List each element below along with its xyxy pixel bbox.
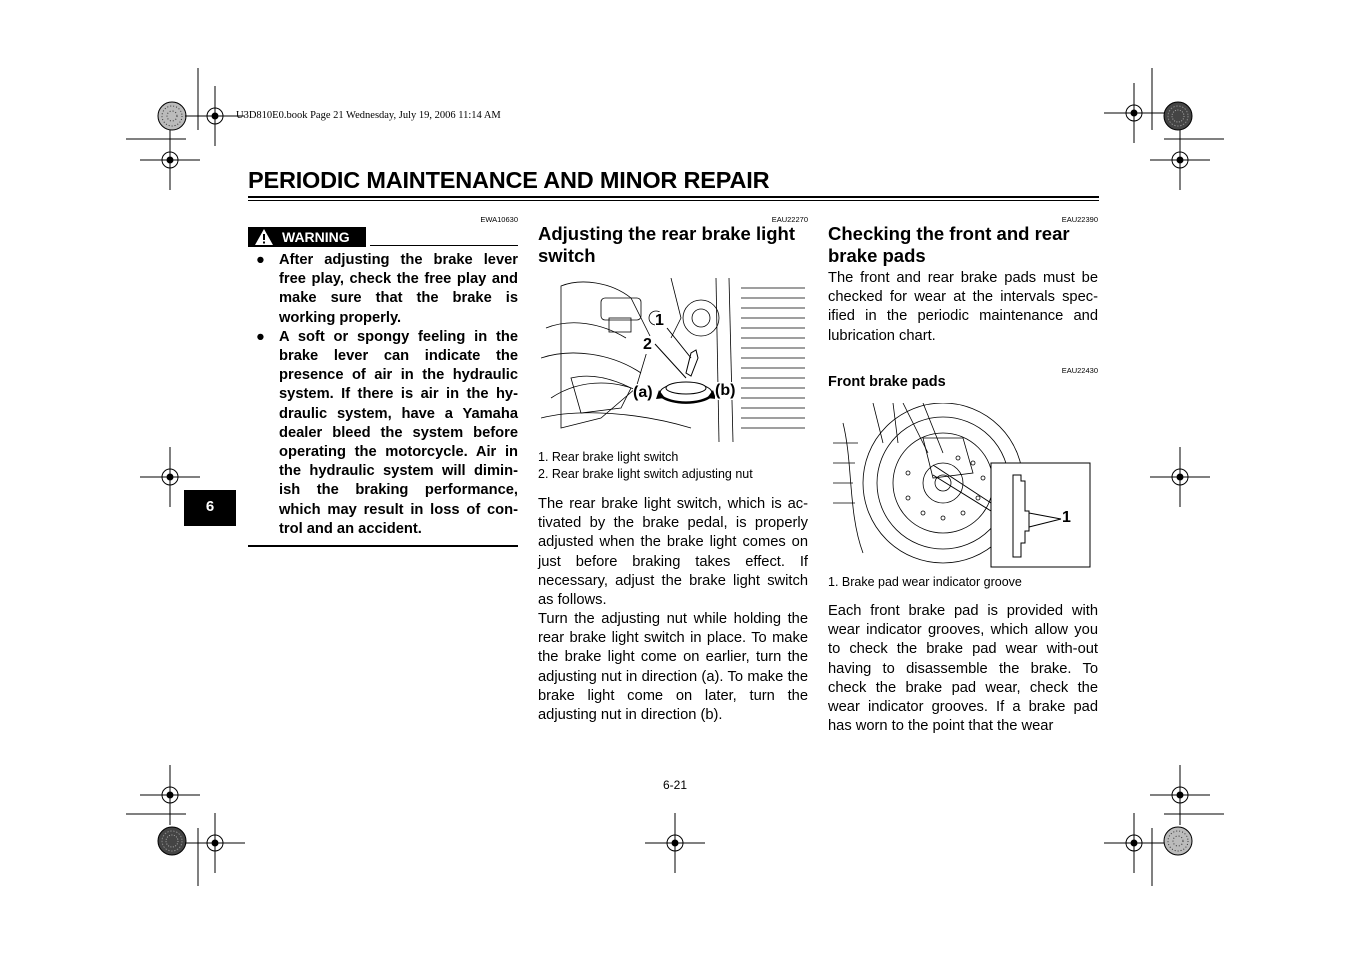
figure-label-2: 2 <box>643 336 652 353</box>
rear-switch-paragraph-1: The rear brake light switch, which is ac-tivated by the brake pedal, is properly adjusted when the brake light comes on just before braking takes effect. If necessary, adjust the brake light switch as follows. <box>538 496 808 609</box>
book-info: U3D810E0.book Page 21 Wednesday, July 19, 2006 11:14 AM <box>236 110 501 121</box>
page-number: 6-21 <box>662 778 688 792</box>
front-pads-paragraph: Each front brake pad is provided with wear indicator grooves, which allow you to check the brake pad wear with-out having to disassemble the brake. To check the brake pad wear, check the wear indicator grooves. If a brake pad has worn to the point that the wear <box>828 603 1098 735</box>
figure-label-b: (b) <box>715 382 736 399</box>
title-rule <box>248 196 1099 198</box>
front-brake-figure <box>833 403 1093 569</box>
warning-badge <box>248 227 366 247</box>
figure-label-1: 1 <box>1062 509 1071 526</box>
rear-switch-caption-2: 2. Rear brake light switch adjusting nut <box>538 467 753 481</box>
warning-label: WARNING <box>282 229 350 245</box>
front-pads-code: EAU22430 <box>1061 366 1098 375</box>
warning-code: EWA10630 <box>480 215 518 224</box>
warning-triangle-icon <box>254 228 274 246</box>
warning-rule <box>370 245 518 246</box>
warning-bottom-rule <box>248 545 518 547</box>
brake-pads-intro: The front and rear brake pads must be checked for wear at the intervals spec-ified in the periodic maintenance and lubrication chart. <box>828 270 1098 344</box>
rear-switch-code: EAU22270 <box>771 215 808 224</box>
warning-item: ● After adjusting the brake lever free play, check the free play and make sure that the brake is working properly. <box>256 252 518 326</box>
front-pads-heading: Front brake pads <box>828 374 946 390</box>
page-title: PERIODIC MAINTENANCE AND MINOR REPAIR <box>248 167 770 193</box>
title-rule-thin <box>248 200 1099 201</box>
front-brake-illustration <box>833 403 1093 569</box>
rear-brake-illustration <box>541 278 805 442</box>
figure-label-1: 1 <box>655 312 664 329</box>
rear-brake-switch-figure <box>541 278 805 442</box>
chapter-tab: 6 <box>184 490 236 526</box>
front-pads-caption: 1. Brake pad wear indicator groove <box>828 575 1022 589</box>
brake-pads-code: EAU22390 <box>1061 215 1098 224</box>
rear-switch-paragraph-2: Turn the adjusting nut while holding the rear brake light switch in place. To make the brake light come on earlier, turn the adjusting nut in direction (a). To make the brake light come on later, turn the adjusting nut in direction (b). <box>538 611 808 724</box>
warning-list <box>256 251 518 539</box>
rear-switch-heading: Adjusting the rear brake light switch <box>538 223 795 266</box>
warning-item: ● A soft or spongy feeling in the brake lever can indicate the presence of air in the hydraulic system. If there is air in the hy-draulic system, have a Yamaha dealer bleed the system before operating the motorcycle. Air in the hydraulic system will dimin-ish the braking performance, which may result in loss of con-trol and an accident. <box>256 328 518 537</box>
figure-label-a: (a) <box>633 384 653 401</box>
rear-switch-caption-1: 1. Rear brake light switch <box>538 450 679 464</box>
brake-pads-heading: Checking the front and rear brake pads <box>828 223 1070 266</box>
